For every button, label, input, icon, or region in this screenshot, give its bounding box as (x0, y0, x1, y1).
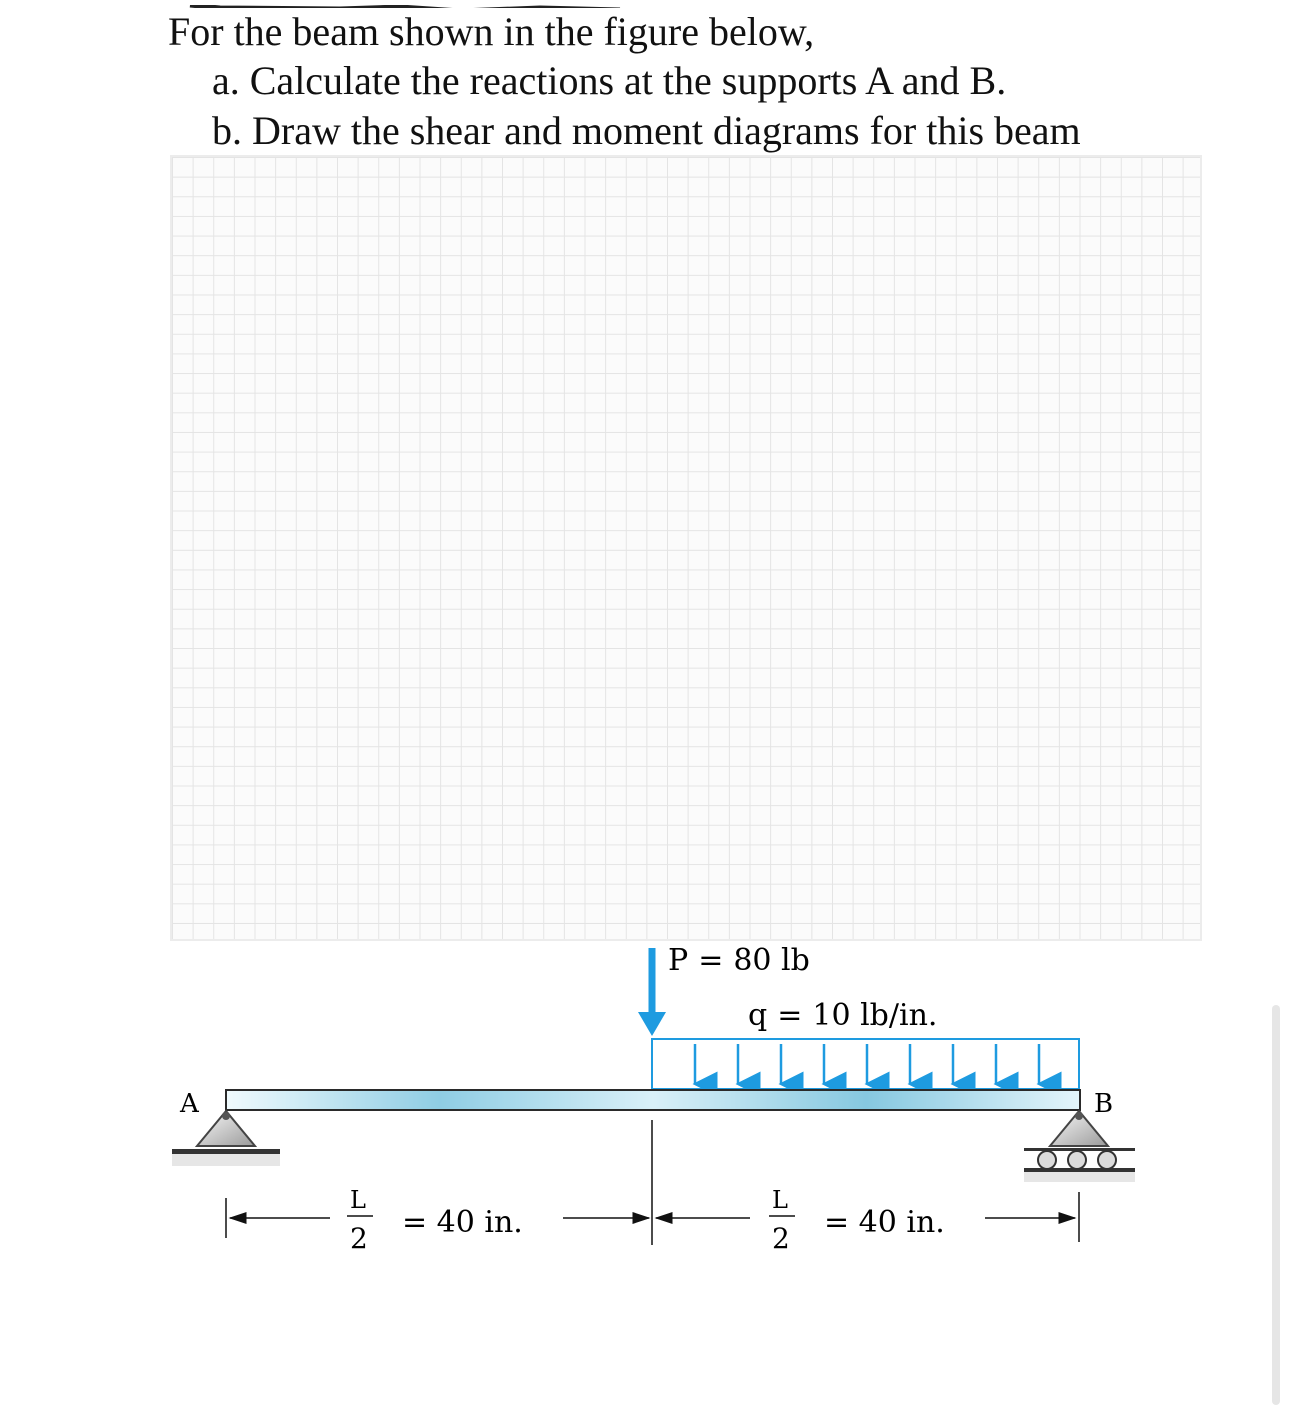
cut-off-text (160, 0, 680, 8)
svg-text:2: 2 (350, 1222, 368, 1255)
distributed-load-arrows (695, 1044, 1039, 1084)
dim-right-label (769, 1186, 945, 1255)
support-b-label: B (1094, 1089, 1114, 1119)
svg-text:2: 2 (772, 1222, 790, 1255)
graph-paper-grid (170, 155, 1202, 941)
svg-text:= 40 in.: = 40 in. (402, 1205, 523, 1240)
point-load-arrow (638, 948, 666, 1036)
beam-figure (0, 940, 1290, 1300)
scrollbar[interactable] (1272, 1005, 1280, 1405)
question-title: For the beam shown in the figure below, (168, 9, 815, 54)
question-part-b: b. Draw the shear and moment diagrams for this beam (212, 108, 1081, 153)
support-b-roller (1024, 1111, 1135, 1182)
distributed-load-box (652, 1039, 1079, 1089)
question-part-a: a. Calculate the reactions at the supports A and B. (212, 58, 1007, 103)
point-load-label: P = 80 lb (668, 943, 810, 978)
distributed-load-label: q = 10 lb/in. (748, 998, 938, 1033)
support-a-label: A (180, 1089, 199, 1119)
svg-text:L: L (350, 1186, 366, 1214)
support-a-pin (172, 1111, 280, 1166)
dim-left-label (347, 1186, 523, 1255)
svg-text:= 40 in.: = 40 in. (824, 1205, 945, 1240)
svg-text:L: L (772, 1186, 788, 1214)
beam (226, 1090, 1080, 1110)
